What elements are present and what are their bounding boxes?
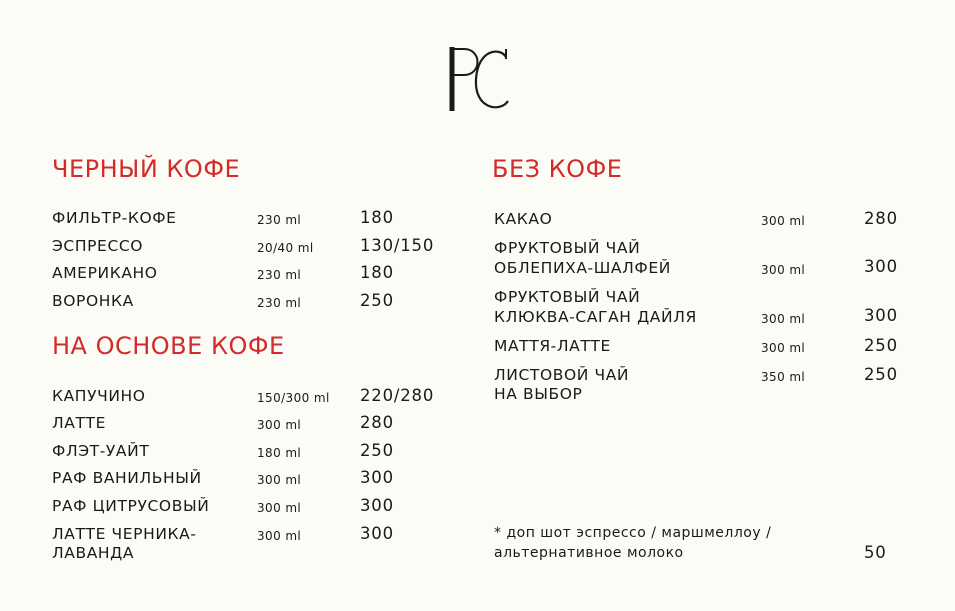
menu-item-volume: 180 ml [257,446,302,460]
menu-item-price: 280 [360,413,394,432]
menu-item-volume: 300 ml [257,529,302,543]
menu-item-volume: 20/40 ml [257,241,314,255]
menu-item-name: ФРУКТОВЫЙ ЧАЙ [494,288,641,306]
menu-item-name: АМЕРИКАНО [52,264,158,282]
menu-item-volume: 350 ml [761,370,806,384]
section-title-coffee-based: НА ОСНОВЕ КОФЕ [52,332,285,360]
menu-item-price: 300 [360,468,394,487]
menu-item-volume: 300 ml [257,418,302,432]
menu-item-price: 130/150 [360,236,435,255]
menu-item-name-line2: ЛАВАНДА [52,544,135,562]
menu-item-volume: 230 ml [257,213,302,227]
menu-item-name-line2: КЛЮКВА-САГАН ДАЙЛЯ [494,308,697,326]
menu-item-price: 250 [864,336,898,355]
menu-item-name: ЛИСТОВОЙ ЧАЙ [494,366,630,384]
extras-note-line2: альтернативное молоко [494,545,684,561]
menu-item-price: 280 [864,209,898,228]
menu-item-name: РАФ ЦИТРУСОВЫЙ [52,497,210,515]
extras-price: 50 [864,543,887,562]
menu-item-volume: 300 ml [761,312,806,326]
menu-item-price: 300 [360,524,394,543]
menu-item-name: КАПУЧИНО [52,387,146,405]
menu-item-name: ФИЛЬТР-КОФЕ [52,209,177,227]
menu-item-price: 300 [360,496,394,515]
menu-item-volume: 230 ml [257,296,302,310]
menu-item-price: 220/280 [360,386,435,405]
menu-item-name: ФЛЭТ-УАЙТ [52,442,150,460]
section-title-no-coffee: БЕЗ КОФЕ [492,155,623,183]
menu-item-volume: 300 ml [257,473,302,487]
menu-item-name: ЛАТТЕ ЧЕРНИКА- [52,525,197,543]
menu-item-price: 300 [864,306,898,325]
menu-item-volume: 300 ml [761,214,806,228]
menu-item-name: КАКАО [494,210,553,228]
section-title-black-coffee: ЧЕРНЫЙ КОФЕ [52,155,241,183]
menu-item-name: ЭСПРЕССО [52,237,144,255]
menu-item-name: ФРУКТОВЫЙ ЧАЙ [494,239,641,257]
menu-item-volume: 230 ml [257,268,302,282]
menu-item-volume: 300 ml [257,501,302,515]
menu-item-volume: 300 ml [761,263,806,277]
menu-item-price: 250 [360,441,394,460]
menu-item-name: ЛАТТЕ [52,414,106,432]
menu-item-price: 180 [360,263,394,282]
menu-item-name: РАФ ВАНИЛЬНЫЙ [52,469,202,487]
menu-item-name: МАТТЯ-ЛАТТЕ [494,337,611,355]
menu-item-name: ВОРОНКА [52,292,134,310]
menu-item-price: 250 [864,365,898,384]
menu-item-volume: 300 ml [761,341,806,355]
menu-item-price: 250 [360,291,394,310]
monogram-logo-icon [446,45,512,113]
menu-item-name-line2: ОБЛЕПИХА-ШАЛФЕЙ [494,259,671,277]
extras-note: * доп шот эспрессо / маршмеллоу / [494,525,772,541]
menu-item-price: 300 [864,257,898,276]
menu-item-price: 180 [360,208,394,227]
menu-item-volume: 150/300 ml [257,391,330,405]
menu-item-name-line2: НА ВЫБОР [494,385,583,403]
